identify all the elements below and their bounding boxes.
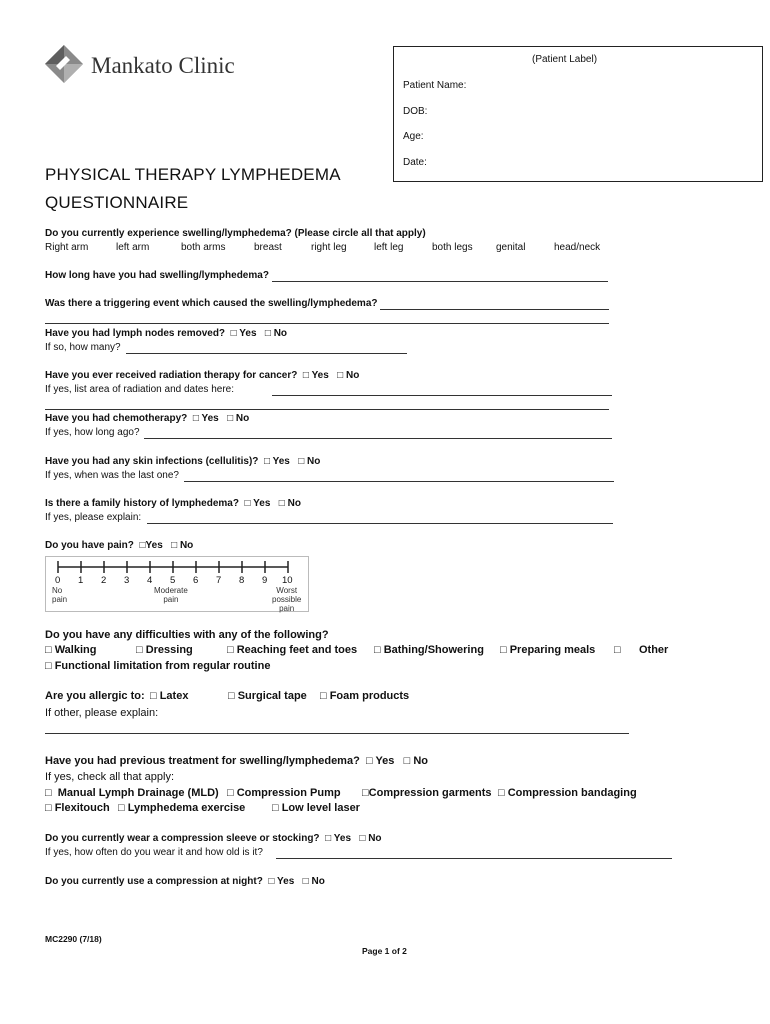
checkbox-icon[interactable]: □	[45, 787, 58, 799]
allergy-label: Latex	[159, 690, 189, 702]
treatment-label: Compression Pump	[236, 787, 341, 799]
difficulty-option-walking[interactable]	[45, 644, 96, 656]
pain-no: No	[179, 540, 194, 551]
treatment-label: Low level laser	[281, 802, 360, 814]
clinic-logo	[44, 44, 84, 89]
patient-label-heading: (Patient Label)	[532, 54, 598, 65]
checkbox-icon[interactable]: □	[227, 787, 237, 799]
pain-question	[45, 540, 193, 551]
night-question	[45, 876, 325, 887]
treatment-option[interactable]	[118, 802, 245, 814]
pain-yes: Yes	[145, 540, 163, 551]
pain-anchor-text: pain	[279, 604, 295, 613]
difficulty-label: Functional limitation from regular routine	[54, 660, 271, 672]
checkbox-icon[interactable]: □	[500, 644, 510, 656]
night-question-text: Do you currently use a compression at night?	[45, 876, 263, 887]
pain-anchor-text: No	[52, 586, 63, 595]
age-label: Age:	[403, 131, 424, 142]
chemo-question	[45, 413, 249, 424]
allergic-question: Are you allergic to:	[45, 690, 145, 702]
pain-anchor-text: pain	[52, 595, 68, 604]
chemo-question-text: Have you had chemotherapy?	[45, 413, 188, 424]
pain-scale[interactable]	[45, 556, 309, 612]
treatment-option[interactable]	[362, 787, 492, 799]
checkbox-icon[interactable]: □	[228, 690, 238, 702]
checkbox-icon[interactable]: □	[45, 802, 55, 814]
checkbox-icon[interactable]: □	[498, 787, 508, 799]
patient-label-box	[393, 46, 763, 182]
skin-answer-line[interactable]	[184, 481, 614, 482]
patient-name-label: Patient Name:	[403, 80, 467, 91]
checkbox-icon[interactable]: □	[337, 370, 344, 381]
checkbox-icon[interactable]: □	[374, 644, 384, 656]
family-answer-line[interactable]	[147, 523, 613, 524]
swelling-option[interactable]: Right arm	[45, 242, 89, 253]
difficulty-option-functional[interactable]	[45, 660, 270, 672]
swelling-question: Do you currently experience swelling/lymphedema? (Please circle all that apply)	[45, 228, 426, 239]
how-long-answer-line[interactable]	[272, 281, 608, 282]
allergy-option-foam[interactable]	[320, 690, 409, 702]
treatment-follow: If yes, check all that apply:	[45, 771, 175, 783]
date-label: Date:	[403, 157, 427, 168]
difficulty-label: Dressing	[145, 644, 193, 656]
family-follow: If yes, please explain:	[45, 512, 142, 523]
chemo-answer-line[interactable]	[144, 438, 612, 439]
swelling-option[interactable]: genital	[496, 242, 526, 253]
swelling-option[interactable]: breast	[254, 242, 282, 253]
difficulty-option-bathing[interactable]	[374, 644, 484, 656]
family-question	[45, 498, 301, 509]
treatment-label: Manual Lymph Drainage (MLD)	[57, 787, 219, 799]
difficulty-label: Preparing meals	[509, 644, 596, 656]
radiation-answer-line-2[interactable]	[45, 409, 609, 410]
swelling-option[interactable]: right leg	[311, 242, 347, 253]
treatment-option[interactable]	[45, 802, 110, 814]
page-number: Page 1 of 2	[362, 946, 407, 956]
checkbox-icon[interactable]: □	[365, 755, 373, 767]
pain-scale-number: 5	[170, 575, 176, 586]
form-code: MC2290 (7/18)	[45, 934, 102, 944]
checkbox-icon[interactable]: □	[136, 644, 146, 656]
allergic-answer-line[interactable]	[45, 733, 629, 734]
chemo-yes: Yes	[201, 413, 219, 424]
checkbox-icon[interactable]: □	[192, 413, 199, 424]
pain-scale-number: 4	[147, 575, 153, 586]
nodes-answer-line[interactable]	[126, 353, 407, 354]
nodes-no: No	[273, 328, 288, 339]
nodes-question-text: Have you had lymph nodes removed?	[45, 328, 226, 339]
pain-scale-number: 0	[55, 575, 61, 586]
how-long-question: How long have you had swelling/lymphedema?	[45, 270, 269, 281]
checkbox-icon[interactable]: □	[171, 540, 178, 551]
trigger-answer-line-2[interactable]	[45, 323, 609, 324]
nodes-follow: If so, how many?	[45, 342, 121, 353]
checkbox-icon[interactable]: □	[325, 833, 332, 844]
allergic-follow: If other, please explain:	[45, 707, 159, 719]
dob-label: DOB:	[403, 106, 428, 117]
family-no: No	[287, 498, 301, 509]
skin-question-text: Have you had any skin infections (cellulitis)?	[45, 456, 259, 467]
checkbox-icon[interactable]: □	[263, 456, 270, 467]
treatment-option[interactable]	[227, 787, 341, 799]
pain-anchor-low	[52, 586, 67, 604]
pain-scale-number: 2	[101, 575, 107, 586]
pain-anchor-text: possible	[272, 595, 302, 604]
pain-anchor-high	[272, 586, 301, 613]
difficulty-label: Walking	[54, 644, 97, 656]
page-title-line2: QUESTIONNAIRE	[45, 193, 189, 212]
pain-anchor-text: Worst	[276, 586, 298, 595]
pain-scale-number: 9	[262, 575, 268, 586]
skin-follow: If yes, when was the last one?	[45, 470, 179, 481]
checkbox-icon[interactable]: □	[302, 876, 309, 887]
treatment-question-text: Have you had previous treatment for swelling/lymphedema?	[45, 755, 360, 767]
difficulty-option-other[interactable]	[614, 644, 668, 656]
skin-yes: Yes	[272, 456, 290, 467]
checkbox-icon[interactable]: □	[298, 456, 305, 467]
checkbox-icon[interactable]: □	[272, 802, 282, 814]
treatment-yes: Yes	[375, 755, 395, 767]
allergy-option-latex[interactable]	[150, 690, 188, 702]
pain-question-text: Do you have pain?	[45, 540, 134, 551]
page-title-line1: PHYSICAL THERAPY LYMPHEDEMA	[45, 165, 341, 184]
radiation-follow: If yes, list area of radiation and dates here:	[45, 384, 234, 395]
radiation-question-text: Have you ever received radiation therapy for cancer?	[45, 370, 298, 381]
pain-anchor-text: Moderate	[154, 586, 188, 595]
difficulty-option-meals[interactable]	[500, 644, 595, 656]
checkbox-icon[interactable]: □	[230, 328, 237, 339]
clinic-logo-icon	[44, 44, 84, 84]
checkbox-icon[interactable]: □	[320, 690, 330, 702]
checkbox-icon[interactable]: □	[362, 787, 369, 799]
checkbox-icon[interactable]: □	[244, 498, 251, 509]
checkbox-icon[interactable]: □	[264, 328, 271, 339]
checkbox-icon[interactable]: □	[45, 660, 55, 672]
chemo-no: No	[235, 413, 250, 424]
sleeve-follow: If yes, how often do you wear it and how old is it?	[45, 847, 263, 858]
difficulty-option-reaching[interactable]	[227, 644, 357, 656]
allergy-label: Foam products	[329, 690, 410, 702]
clinic-name: Mankato Clinic	[91, 53, 235, 78]
swelling-option[interactable]: both arms	[181, 242, 226, 253]
checkbox-icon[interactable]: □	[45, 644, 55, 656]
difficulty-label: Reaching feet and toes	[236, 644, 358, 656]
nodes-yes: Yes	[239, 328, 257, 339]
treatment-label: Compression garments	[368, 787, 492, 799]
swelling-option[interactable]: head/neck	[554, 242, 601, 253]
checkbox-icon[interactable]: □	[227, 413, 234, 424]
sleeve-yes: Yes	[333, 833, 352, 844]
treatment-label: Flexitouch	[54, 802, 110, 814]
difficulties-question: Do you have any difficulties with any of the following?	[45, 629, 329, 641]
pain-scale-number: 8	[239, 575, 245, 586]
radiation-yes: Yes	[311, 370, 329, 381]
allergy-option-tape[interactable]	[228, 690, 307, 702]
pain-scale-number: 3	[124, 575, 130, 586]
nodes-question	[45, 328, 287, 339]
sleeve-question	[45, 833, 382, 844]
sleeve-answer-line[interactable]	[276, 858, 672, 859]
pain-scale-number: 1	[78, 575, 84, 586]
treatment-question	[45, 755, 428, 767]
radiation-no: No	[345, 370, 360, 381]
night-no: No	[311, 876, 325, 887]
checkbox-icon[interactable]: □	[359, 833, 366, 844]
treatment-no: No	[413, 755, 428, 767]
allergy-label: Surgical tape	[237, 690, 307, 702]
pain-anchor-mid	[154, 586, 188, 604]
treatment-option[interactable]	[272, 802, 360, 814]
trigger-answer-line[interactable]	[380, 309, 609, 310]
difficulty-label: Bathing/Showering	[383, 644, 484, 656]
skin-no: No	[307, 456, 321, 467]
difficulty-label: Other	[638, 644, 669, 656]
swelling-option[interactable]: left arm	[116, 242, 150, 253]
swelling-option[interactable]: left leg	[374, 242, 404, 253]
checkbox-icon[interactable]: □	[614, 644, 639, 656]
treatment-option[interactable]	[45, 787, 219, 799]
checkbox-icon[interactable]: □	[139, 540, 146, 551]
checkbox-icon[interactable]: □	[150, 690, 160, 702]
trigger-question: Was there a triggering event which caused the swelling/lymphedema?	[45, 298, 378, 309]
chemo-follow: If yes, how long ago?	[45, 427, 140, 438]
checkbox-icon[interactable]: □	[278, 498, 285, 509]
family-yes: Yes	[253, 498, 271, 509]
checkbox-icon[interactable]: □	[227, 644, 237, 656]
checkbox-icon[interactable]: □	[118, 802, 128, 814]
pain-anchor-text: pain	[163, 595, 179, 604]
radiation-question	[45, 370, 359, 381]
skin-question	[45, 456, 320, 467]
pain-scale-line	[46, 557, 308, 577]
radiation-answer-line[interactable]	[272, 395, 612, 396]
treatment-label: Compression bandaging	[507, 787, 637, 799]
treatment-option[interactable]	[498, 787, 637, 799]
night-yes: Yes	[277, 876, 295, 887]
checkbox-icon[interactable]: □	[268, 876, 275, 887]
sleeve-no: No	[368, 833, 382, 844]
pain-scale-number: 7	[216, 575, 222, 586]
treatment-label: Lymphedema exercise	[127, 802, 246, 814]
pain-scale-number: 6	[193, 575, 199, 586]
checkbox-icon[interactable]: □	[302, 370, 309, 381]
checkbox-icon[interactable]: □	[403, 755, 411, 767]
pain-scale-number: 10	[282, 575, 293, 586]
family-question-text: Is there a family history of lymphedema?	[45, 498, 239, 509]
swelling-option[interactable]: both legs	[432, 242, 473, 253]
sleeve-question-text: Do you currently wear a compression sleeve or stocking?	[45, 833, 320, 844]
difficulty-option-dressing[interactable]	[136, 644, 193, 656]
